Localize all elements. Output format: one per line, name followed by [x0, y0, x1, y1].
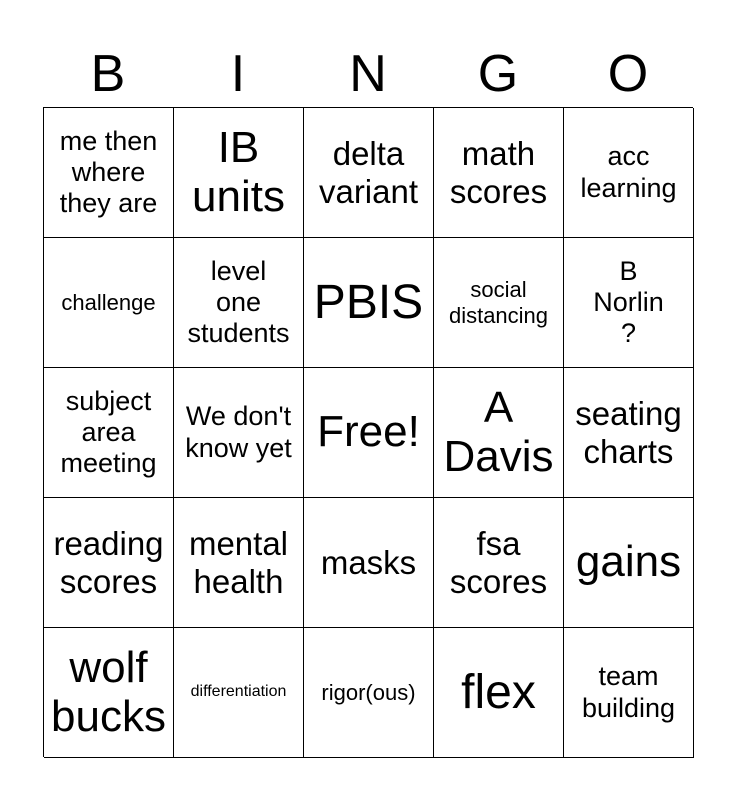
header-letter-b: B	[90, 45, 126, 103]
cell-label: me then where they are	[59, 125, 158, 219]
bingo-cell-r0-c2[interactable]	[304, 108, 434, 238]
bingo-header	[43, 40, 693, 108]
bingo-cell-r3-c1[interactable]	[174, 498, 304, 628]
bingo-cell-r1-c1[interactable]	[174, 238, 304, 368]
cell-label: team building	[581, 661, 676, 723]
cell-label: flex	[461, 665, 536, 719]
cell-label: rigor(ous)	[321, 679, 416, 705]
cell-label: mental health	[188, 524, 289, 600]
bingo-cell-r1-c2[interactable]	[304, 238, 434, 368]
bingo-cell-r2-c3[interactable]	[434, 368, 564, 498]
bingo-cell-r4-c3[interactable]	[434, 628, 564, 758]
cell-label: reading scores	[53, 524, 164, 600]
bingo-cell-r2-c0[interactable]	[44, 368, 174, 498]
cell-label: fsa scores	[449, 524, 548, 600]
cell-label: B Norlin ?	[593, 255, 664, 349]
bingo-cell-r0-c3[interactable]	[434, 108, 564, 238]
cell-label: delta variant	[318, 134, 419, 210]
cell-label: gains	[575, 537, 682, 587]
bingo-cell-r0-c4[interactable]	[564, 108, 694, 238]
bingo-cell-r0-c1[interactable]	[174, 108, 304, 238]
cell-label: challenge	[61, 289, 156, 315]
cell-label: wolf bucks	[51, 643, 166, 741]
bingo-cell-r2-c1[interactable]	[174, 368, 304, 498]
bingo-cell-r0-c0[interactable]	[44, 108, 174, 238]
bingo-cell-r1-c0[interactable]	[44, 238, 174, 368]
bingo-cell-r2-c2[interactable]	[304, 368, 434, 498]
bingo-cell-r3-c0[interactable]	[44, 498, 174, 628]
bingo-cell-r3-c2[interactable]	[304, 498, 434, 628]
cell-label: acc learning	[580, 141, 677, 203]
cell-label: IB units	[192, 123, 285, 221]
cell-label: math scores	[449, 134, 548, 210]
header-letter-i: I	[230, 45, 246, 103]
bingo-cell-r4-c1[interactable]	[174, 628, 304, 758]
cell-label: seating charts	[575, 394, 682, 470]
cell-label: Free!	[317, 407, 420, 457]
header-letter-g: G	[477, 45, 519, 103]
cell-label: masks	[320, 543, 417, 581]
header-letter-o: O	[607, 45, 649, 103]
cell-label: subject area meeting	[60, 385, 157, 479]
header-letter-n: N	[349, 45, 387, 103]
cell-label: A Davis	[443, 383, 554, 481]
bingo-cell-r1-c3[interactable]	[434, 238, 564, 368]
cell-label: We don't know yet	[185, 401, 292, 463]
bingo-cell-r2-c4[interactable]	[564, 368, 694, 498]
cell-label: social distancing	[448, 277, 549, 328]
bingo-cell-r1-c4[interactable]	[564, 238, 694, 368]
bingo-cell-r4-c2[interactable]	[304, 628, 434, 758]
bingo-cell-r4-c0[interactable]	[44, 628, 174, 758]
cell-label: level one students	[187, 255, 290, 349]
bingo-cell-r4-c4[interactable]	[564, 628, 694, 758]
bingo-cell-r3-c3[interactable]	[434, 498, 564, 628]
bingo-board	[43, 107, 693, 757]
bingo-cell-r3-c4[interactable]	[564, 498, 694, 628]
cell-label: differentiation	[190, 683, 287, 701]
cell-label: PBIS	[313, 275, 424, 329]
